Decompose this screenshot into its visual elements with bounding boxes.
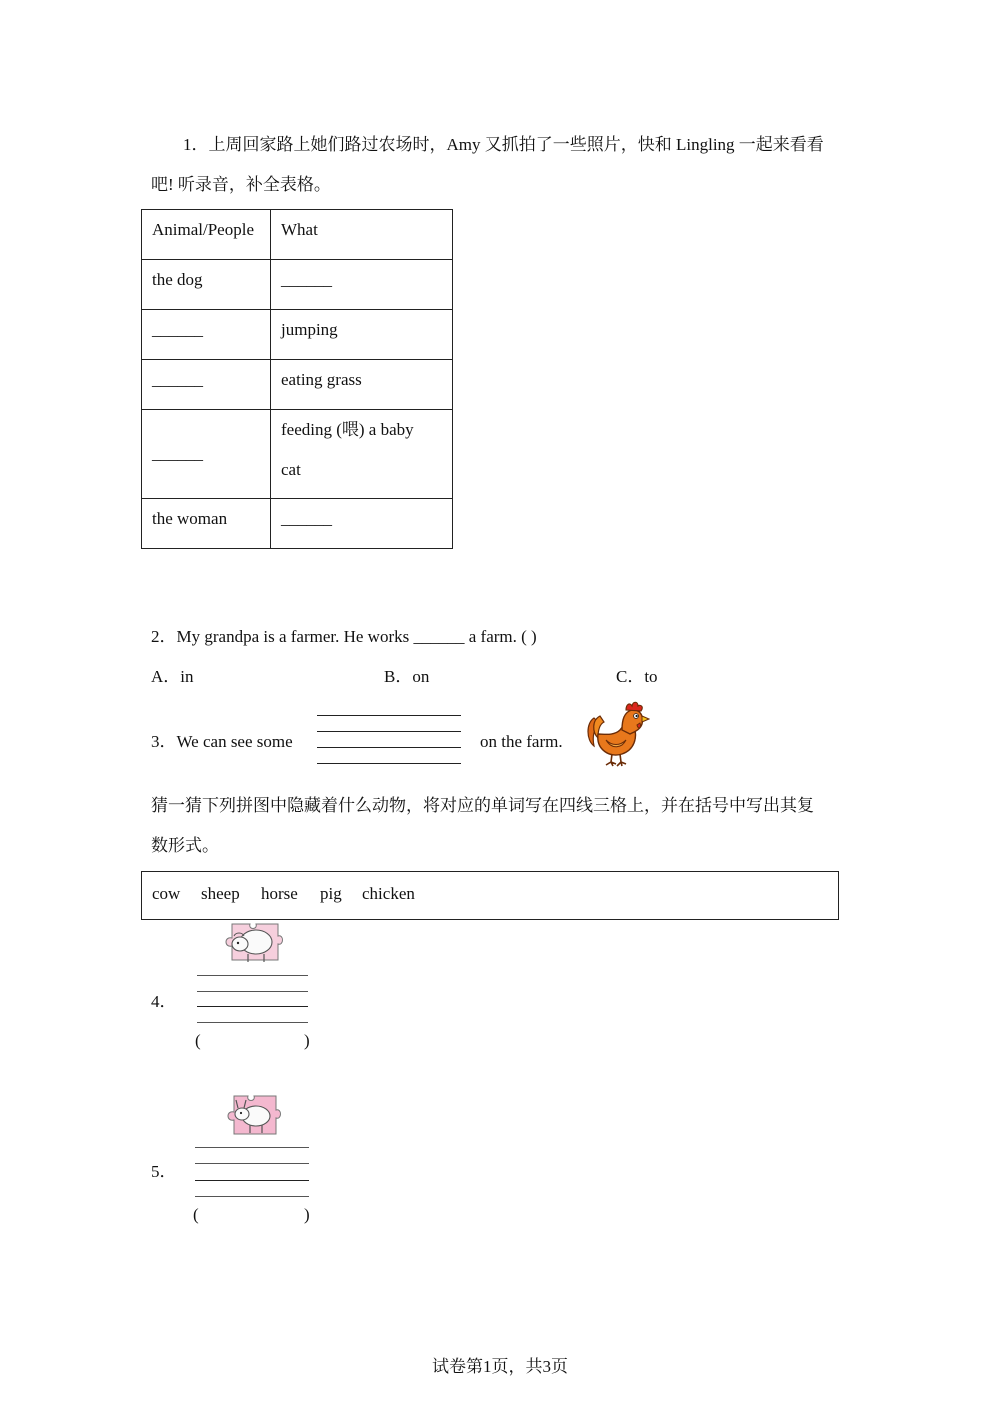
- q4-paren-close: ): [304, 1031, 310, 1050]
- table-cell: the woman: [152, 509, 228, 528]
- word-bank-item: sheep: [201, 884, 240, 903]
- q1-stem-line2: 吧! 听录音，补全表格。: [151, 175, 331, 194]
- q3-stem-before: 3．We can see some: [151, 732, 293, 751]
- word-bank: [141, 871, 839, 920]
- instruction-line1: 猜一猜下列拼图中隐藏着什么动物，将对应的单词写在四线三格上，并在括号中写出其复: [151, 796, 814, 815]
- q1-stem-line1: 1．上周回家路上她们路过农场时，Amy 又抓拍了一些照片，快和 Lingling 一起来看看: [183, 135, 824, 154]
- q4-number: 4．: [151, 992, 177, 1011]
- table-header-what: What: [281, 220, 318, 239]
- table-header-animal: Animal/People: [152, 220, 254, 239]
- table-blank[interactable]: ______: [152, 320, 203, 339]
- rooster-picture: [584, 698, 650, 768]
- q4-paren-open: (: [195, 1031, 201, 1050]
- table-cell: eating grass: [281, 370, 362, 389]
- q2-option-b[interactable]: B．on: [384, 667, 430, 686]
- puzzle-sheep-picture: [220, 922, 288, 964]
- table-blank[interactable]: ______: [152, 444, 203, 463]
- word-bank-item: horse: [261, 884, 298, 903]
- table-cell-line2: cat: [281, 460, 301, 479]
- word-bank-item: chicken: [362, 884, 415, 903]
- table-blank[interactable]: ______: [281, 270, 332, 289]
- q3-stem-after: on the farm.: [480, 732, 563, 751]
- table-blank[interactable]: ______: [152, 370, 203, 389]
- instruction-line2: 数形式。: [151, 836, 219, 855]
- q2-option-c[interactable]: C．to: [616, 667, 658, 686]
- q5-number: 5．: [151, 1162, 177, 1181]
- q5-paren-open: (: [193, 1205, 199, 1224]
- table-blank[interactable]: ______: [281, 509, 332, 528]
- word-bank-item: pig: [320, 884, 342, 903]
- puzzle-goat-picture: [224, 1092, 282, 1136]
- table-cell: jumping: [281, 320, 338, 339]
- table-cell-line1: feeding (喂) a baby: [281, 420, 414, 439]
- q2-option-a[interactable]: A．in: [151, 667, 194, 686]
- table-cell: the dog: [152, 270, 203, 289]
- q1-table: [141, 209, 453, 549]
- page-footer: 试卷第1页，共3页: [432, 1357, 568, 1376]
- q2-stem: 2．My grandpa is a farmer. He works ______ a farm. ( ): [151, 627, 537, 646]
- word-bank-item: cow: [152, 884, 181, 903]
- q5-paren-close: ): [304, 1205, 310, 1224]
